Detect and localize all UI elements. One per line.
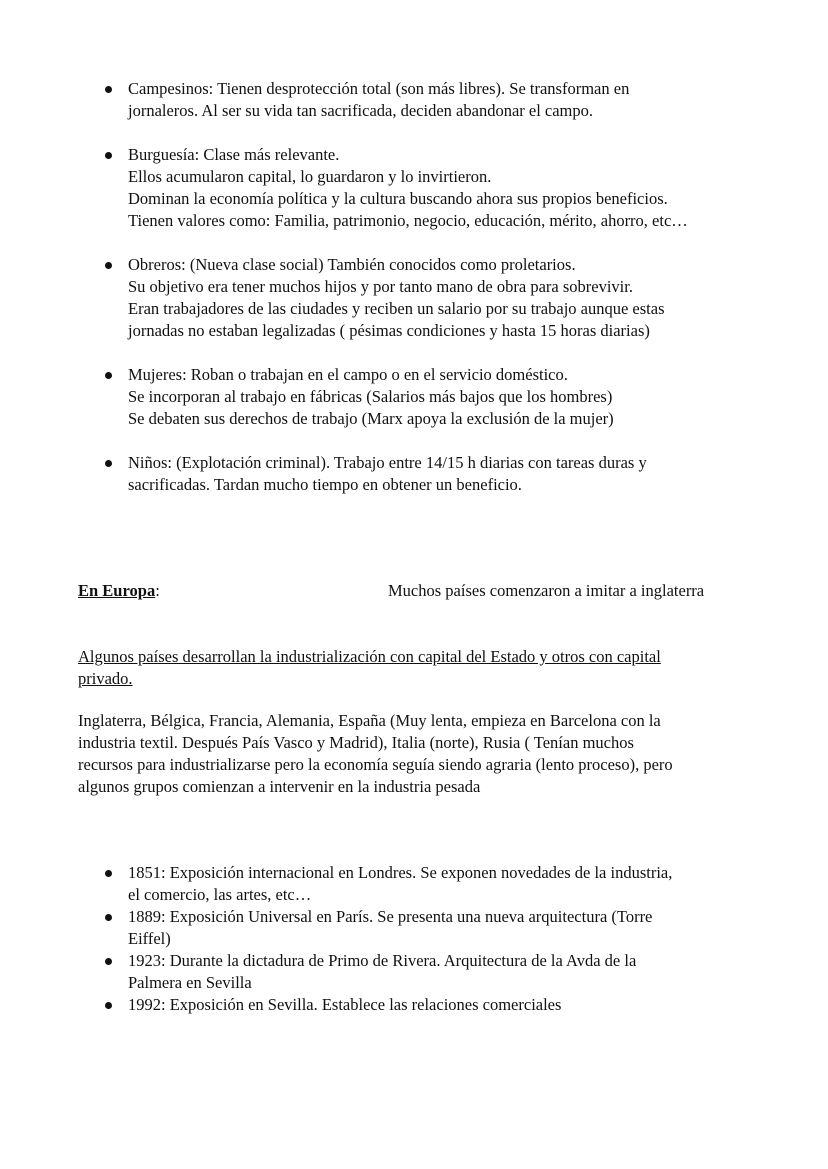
bullet-icon: [105, 460, 112, 467]
list-item-text: Obreros: (Nueva clase social) También conocidos como proletarios.: [128, 255, 576, 274]
list-item-text: Burguesía: Clase más relevante.: [128, 145, 340, 164]
list-item-text: Niños: (Explotación criminal). Trabajo entre 14/15 h diarias con tareas duras y: [128, 453, 647, 472]
bullet-icon: [105, 86, 112, 93]
bullet-icon: [105, 958, 112, 965]
list-item-text: el comercio, las artes, etc…: [128, 885, 312, 904]
paragraph-line: algunos grupos comienzan a intervenir en la industria pesada: [78, 777, 481, 796]
list-item: [78, 994, 758, 1016]
list-item-text: sacrificadas. Tardan mucho tiempo en obtener un beneficio.: [128, 475, 522, 494]
list-item: [78, 254, 758, 342]
list-item-text: Ellos acumularon capital, lo guardaron y lo invirtieron.: [128, 167, 492, 186]
list-item-text: Eiffel): [128, 929, 171, 948]
list-item-text: Eran trabajadores de las ciudades y reciben un salario por su trabajo aunque estas: [128, 299, 665, 318]
list-item-text: jornadas no estaban legalizadas ( pésimas condiciones y hasta 15 horas diarias): [128, 321, 650, 340]
list-item: [78, 906, 758, 950]
social-classes-list: [78, 78, 758, 518]
bullet-icon: [105, 262, 112, 269]
list-item: [78, 452, 758, 496]
bullet-icon: [105, 914, 112, 921]
list-item-text: Mujeres: Roban o trabajan en el campo o en el servicio doméstico.: [128, 365, 568, 384]
bullet-icon: [105, 870, 112, 877]
list-item-text: Su objetivo era tener muchos hijos y por tanto mano de obra para sobrevivir.: [128, 277, 633, 296]
heading-colon: :: [155, 581, 160, 600]
paragraph-line: Algunos países desarrollan la industrialización con capital del Estado y otros con capital: [78, 647, 661, 666]
bullet-icon: [105, 372, 112, 379]
section-heading: En Europa: [78, 581, 156, 600]
expositions-list: [78, 862, 758, 1016]
paragraph-line: Inglaterra, Bélgica, Francia, Alemania, España (Muy lenta, empieza en Barcelona con la: [78, 711, 661, 730]
list-item: [78, 144, 758, 232]
side-note: Muchos países comenzaron a imitar a inglaterra: [388, 581, 705, 600]
bullet-icon: [105, 1002, 112, 1009]
list-item-text: Dominan la economía política y la cultura buscando ahora sus propios beneficios.: [128, 189, 668, 208]
list-item-text: Se debaten sus derechos de trabajo (Marx apoya la exclusión de la mujer): [128, 409, 614, 428]
bullet-icon: [105, 152, 112, 159]
list-item-text: Campesinos: Tienen desprotección total (son más libres). Se transforman en: [128, 79, 630, 98]
countries-paragraph: [78, 710, 758, 798]
list-item-text: jornaleros. Al ser su vida tan sacrificada, deciden abandonar el campo.: [128, 101, 594, 120]
list-item-text: 1992: Exposición en Sevilla. Establece las relaciones comerciales: [128, 995, 562, 1014]
list-item-text: Se incorporan al trabajo en fábricas (Salarios más bajos que los hombres): [128, 387, 613, 406]
list-item: [78, 950, 758, 994]
list-item-text: 1851: Exposición internacional en Londres. Se exponen novedades de la industria,: [128, 863, 673, 882]
list-item-text: 1889: Exposición Universal en París. Se presenta una nueva arquitectura (Torre: [128, 907, 653, 926]
list-item-text: Tienen valores como: Familia, patrimonio, negocio, educación, mérito, ahorro, etc…: [128, 211, 688, 230]
underlined-paragraph: [78, 646, 758, 690]
paragraph-line: industria textil. Después País Vasco y Madrid), Italia (norte), Rusia ( Tenían muchos: [78, 733, 634, 752]
list-item: [78, 78, 758, 122]
list-item-text: Palmera en Sevilla: [128, 973, 252, 992]
paragraph-line: recursos para industrializarse pero la economía seguía siendo agraria (lento proceso), pero: [78, 755, 673, 774]
list-item: [78, 364, 758, 430]
list-item: [78, 862, 758, 906]
list-item-text: 1923: Durante la dictadura de Primo de Rivera. Arquitectura de la Avda de la: [128, 951, 637, 970]
paragraph-line: privado.: [78, 669, 133, 688]
europe-heading-row: [78, 580, 748, 602]
